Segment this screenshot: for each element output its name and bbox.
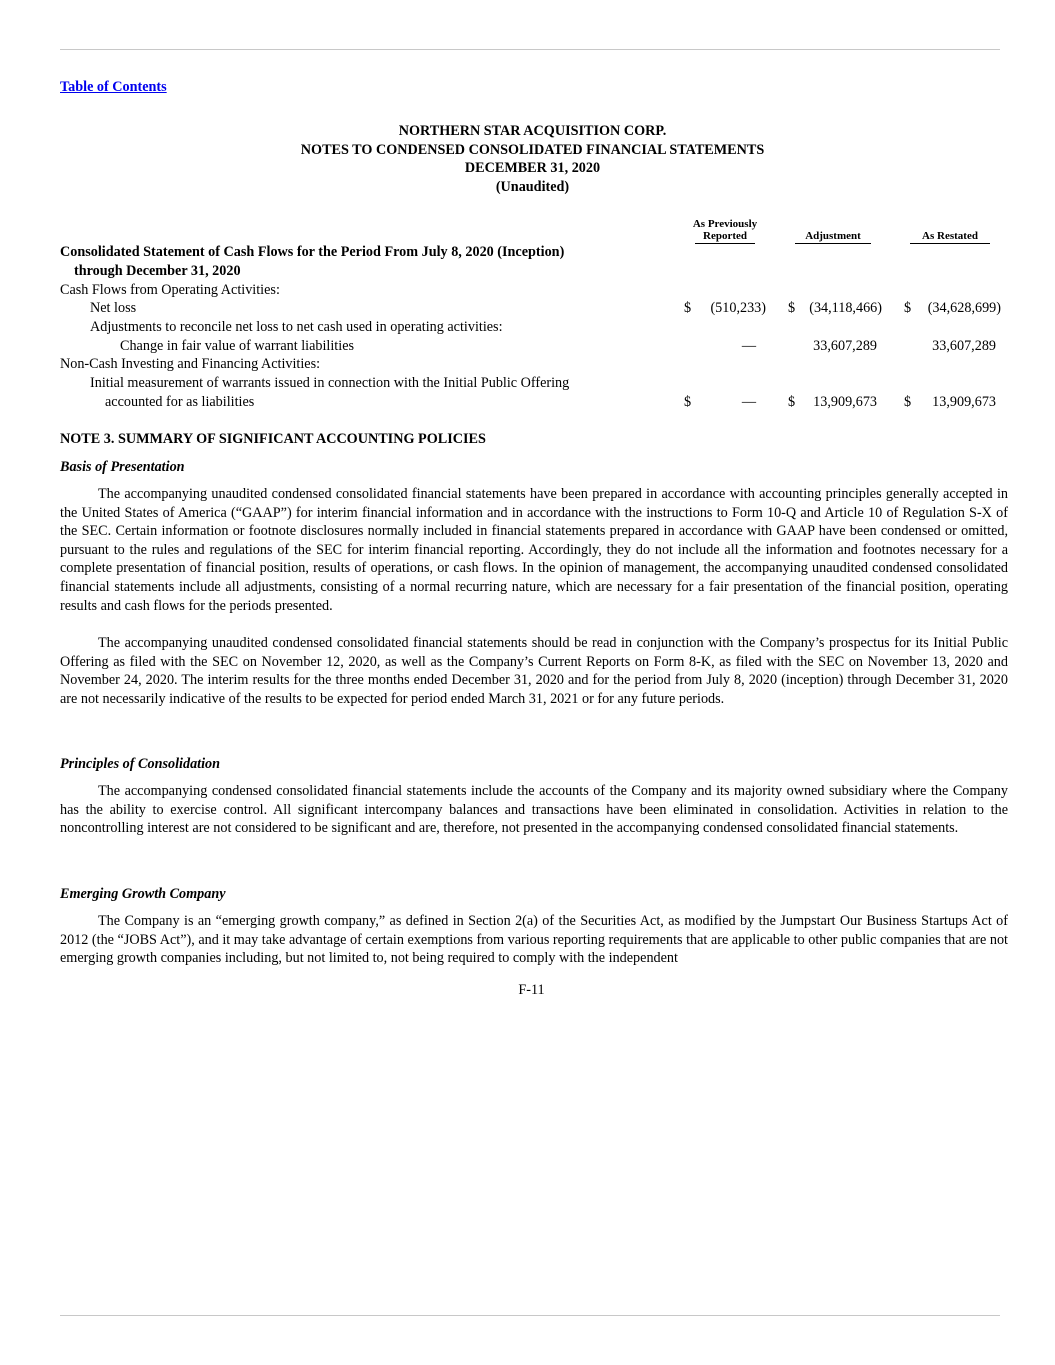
column-header-adjustment: Adjustment xyxy=(786,230,880,244)
table-row: Change in fair value of warrant liabilities — 33,607,289 33,607,289 xyxy=(120,338,996,354)
column-header-previously-reported: As Previously Reported xyxy=(692,218,758,242)
company-name: NORTHERN STAR ACQUISITION CORP. xyxy=(398,123,667,139)
table-row: Non-Cash Investing and Financing Activities: xyxy=(60,356,321,372)
statement-title: NOTES TO CONDENSED CONSOLIDATED FINANCIAL STATEMENTS xyxy=(300,141,765,158)
note-3-heading: NOTE 3. SUMMARY OF SIGNIFICANT ACCOUNTING POLICIES xyxy=(60,431,486,447)
basis-paragraph-1: The accompanying unaudited condensed consolidated financial statements have been prepared in accordance with accounting principles generally accepted in the United States of America (“GAAP”) for interim financial information and in accordance with the instructions to Form 10-Q and Article 10 of Regulation S-X of the SEC. Certain information or footnote disclosures normally included in financial statements prepared in accordance with GAAP have been condensed or omitted, pursuant to the rules and regulations of the SEC for interim financial reporting. Accordingly, they do not include all the information and footnotes necessary for a complete presentation of financial position, results of operations, or cash flows. In the opinion of management, the accompanying unaudited condensed consolidated financial statements include all adjustments, consisting of a normal recurring nature, which are necessary for a fair presentation of the financial position, operating results and cash flows for the periods presented. xyxy=(60,486,1008,614)
principles-of-consolidation-heading: Principles of Consolidation xyxy=(60,756,221,772)
basis-of-presentation-heading: Basis of Presentation xyxy=(60,459,185,475)
emerging-growth-company-heading: Emerging Growth Company xyxy=(60,886,226,902)
table-row: Initial measurement of warrants issued in connection with the Initial Public Offering xyxy=(90,375,570,391)
audit-status: (Unaudited) xyxy=(495,178,570,195)
table-section-title-cont: through December 31, 2020 xyxy=(74,263,241,279)
column-header-as-restated: As Restated xyxy=(900,230,1000,244)
consolidation-paragraph: The accompanying condensed consolidated financial statements include the accounts of the Company and its majority owned subsidiary where the Company has the ability to exercise control. All significant intercompany balances and transactions have been eliminated in consolidation. Activities in relation to the noncontrolling interest are not considered to be significant and are, therefore, not presented in the accompanying condensed consolidated financial statements. xyxy=(60,783,1008,837)
bottom-rule xyxy=(60,1315,1000,1316)
document-header xyxy=(0,122,1055,196)
emerging-growth-paragraph: The Company is an “emerging growth company,” as defined in Section 2(a) of the Securities Act, as modified by the Jumpstart Our Business Startups Act of 2012 (the “JOBS Act”), and it may take advantage of certain exemptions from various reporting requirements that are applicable to other public companies that are not emerging growth companies including, but not limited to, not being required to comply with the independent xyxy=(60,913,1008,967)
table-row: accounted for as liabilities $ — $ 13,909,673 $ 13,909,673 xyxy=(105,394,996,410)
table-of-contents-link[interactable]: Table of Contents xyxy=(60,79,167,95)
table-row: Adjustments to reconcile net loss to net cash used in operating activities: xyxy=(90,319,503,335)
statement-date: DECEMBER 31, 2020 xyxy=(464,160,601,176)
table-section-title: Consolidated Statement of Cash Flows for the Period From July 8, 2020 (Inception) xyxy=(60,244,565,260)
table-row: Net loss $ (510,233) $ (34,118,466) $ (34,628,699) xyxy=(90,300,1001,316)
top-rule xyxy=(60,49,1000,50)
table-row: Cash Flows from Operating Activities: xyxy=(60,282,280,298)
basis-paragraph-2: The accompanying unaudited condensed consolidated financial statements should be read in conjunction with the Company’s prospectus for its Initial Public Offering as filed with the SEC on November 12, 2020, as well as the Company’s Current Reports on Form 8-K, as filed with the SEC on November 13, 2020 and November 24, 2020. The interim results for the three months ended December 31, 2020 and for the period from July 8, 2020 (inception) through December 31, 2020 are not necessarily indicative of the results to be expected for period ended March 31, 2021 or for any future periods. xyxy=(60,635,1008,707)
page-number: F-11 xyxy=(518,982,545,998)
